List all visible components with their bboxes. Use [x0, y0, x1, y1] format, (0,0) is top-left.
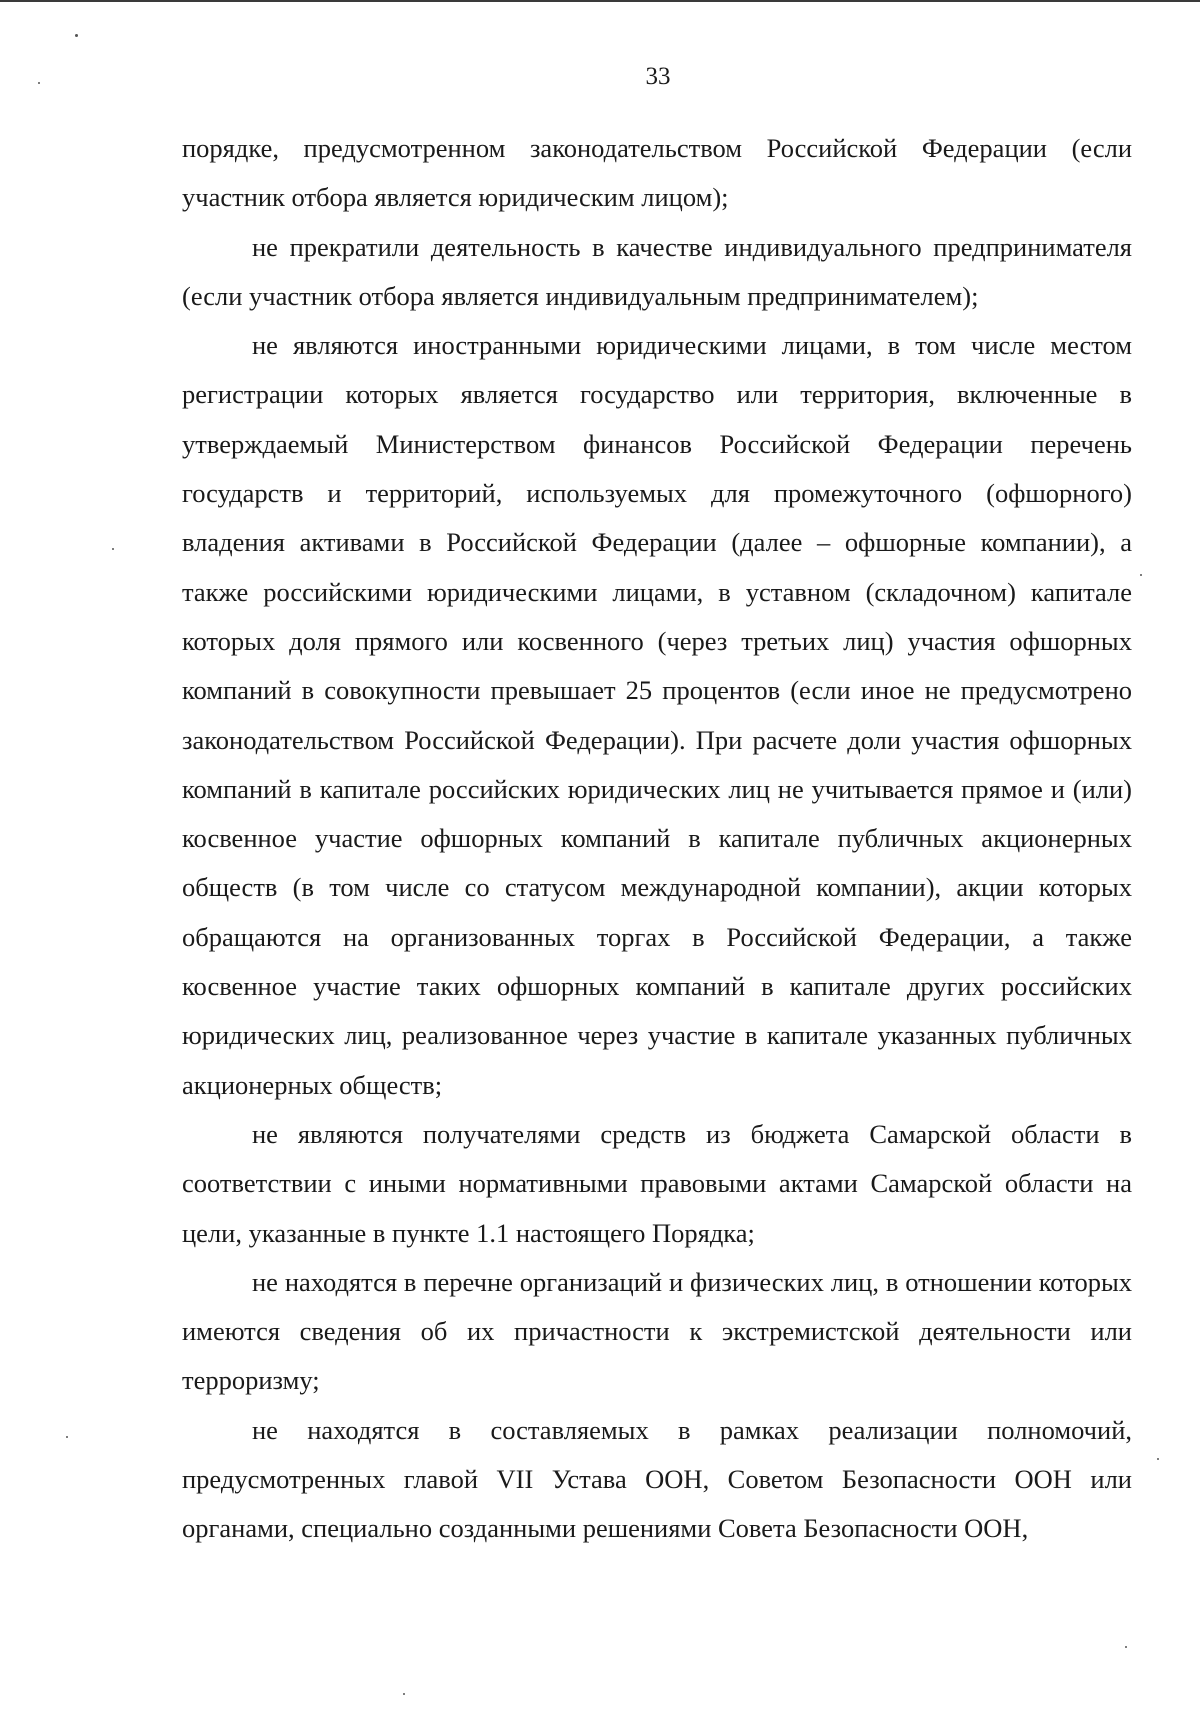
paragraph-offshore-companies: не являются иностранными юридическими лицами, в том числе местом регистрации которых является государство или территория, включенные в утверждаемый Министерством финансов Российской Федерации перечень государств и территорий, используемых для промежуточного (офшорного) владения активами в Российской Федерации (далее – офшорные компании), а также российскими юридическими лицами, в уставном (складочном) капитале которых доля прямого или косвенного (через третьих лиц) участия офшорных компаний в совокупности превышает 25 процентов (если иное не предусмотрено законодательством Российской Федерации). При расчете доли участия офшорных компаний в капитале российских юридических лиц не учитывается прямое и (или) косвенное участие офшорных компаний в капитале публичных акционерных обществ (в том числе со статусом международной компании), акции которых обращаются на организованных торгах в Российской Федерации, а также косвенное участие таких офшорных компаний в капитале других российских юридических лиц, реализованное через участие в капитале указанных публичных акционерных обществ; — [182, 330, 1132, 1100]
paragraph-individual-entrepreneur: не прекратили деятельность в качестве индивидуального предпринимателя (если участник отбора является индивидуальным предпринимателем); — [182, 231, 1132, 311]
paragraph-extremism-list: не находятся в перечне организаций и физических лиц, в отношении которых имеются сведения об их причастности к экстремистской деятельности или терроризму; — [182, 1266, 1132, 1396]
scan-speck — [75, 34, 78, 37]
scan-speck — [66, 1436, 68, 1438]
paragraph-un-security-council: не находятся в составляемых в рамках реализации полномочий, предусмотренных главой VII Устава ООН, Советом Безопасности ООН или органами, специально созданными решениями Совета Безопасности ООН, — [182, 1414, 1132, 1544]
top-rule — [0, 0, 1200, 2]
scan-speck — [38, 82, 40, 84]
paragraph-continuation: порядке, предусмотренном законодательством Российской Федерации (если участник отбора является юридическим лицом); — [182, 133, 1132, 213]
scan-speck — [1157, 1458, 1159, 1460]
scan-speck — [403, 1693, 405, 1695]
scan-speck — [1140, 574, 1142, 576]
document-body — [182, 124, 1132, 1554]
scan-speck — [1125, 1646, 1127, 1648]
page-number: 33 — [645, 63, 671, 90]
paragraph-budget-recipients: не являются получателями средств из бюджета Самарской области в соответствии с иными нормативными правовыми актами Самарской области на цели, указанные в пункте 1.1 настоящего Порядка; — [182, 1118, 1132, 1248]
scan-speck — [112, 548, 114, 550]
